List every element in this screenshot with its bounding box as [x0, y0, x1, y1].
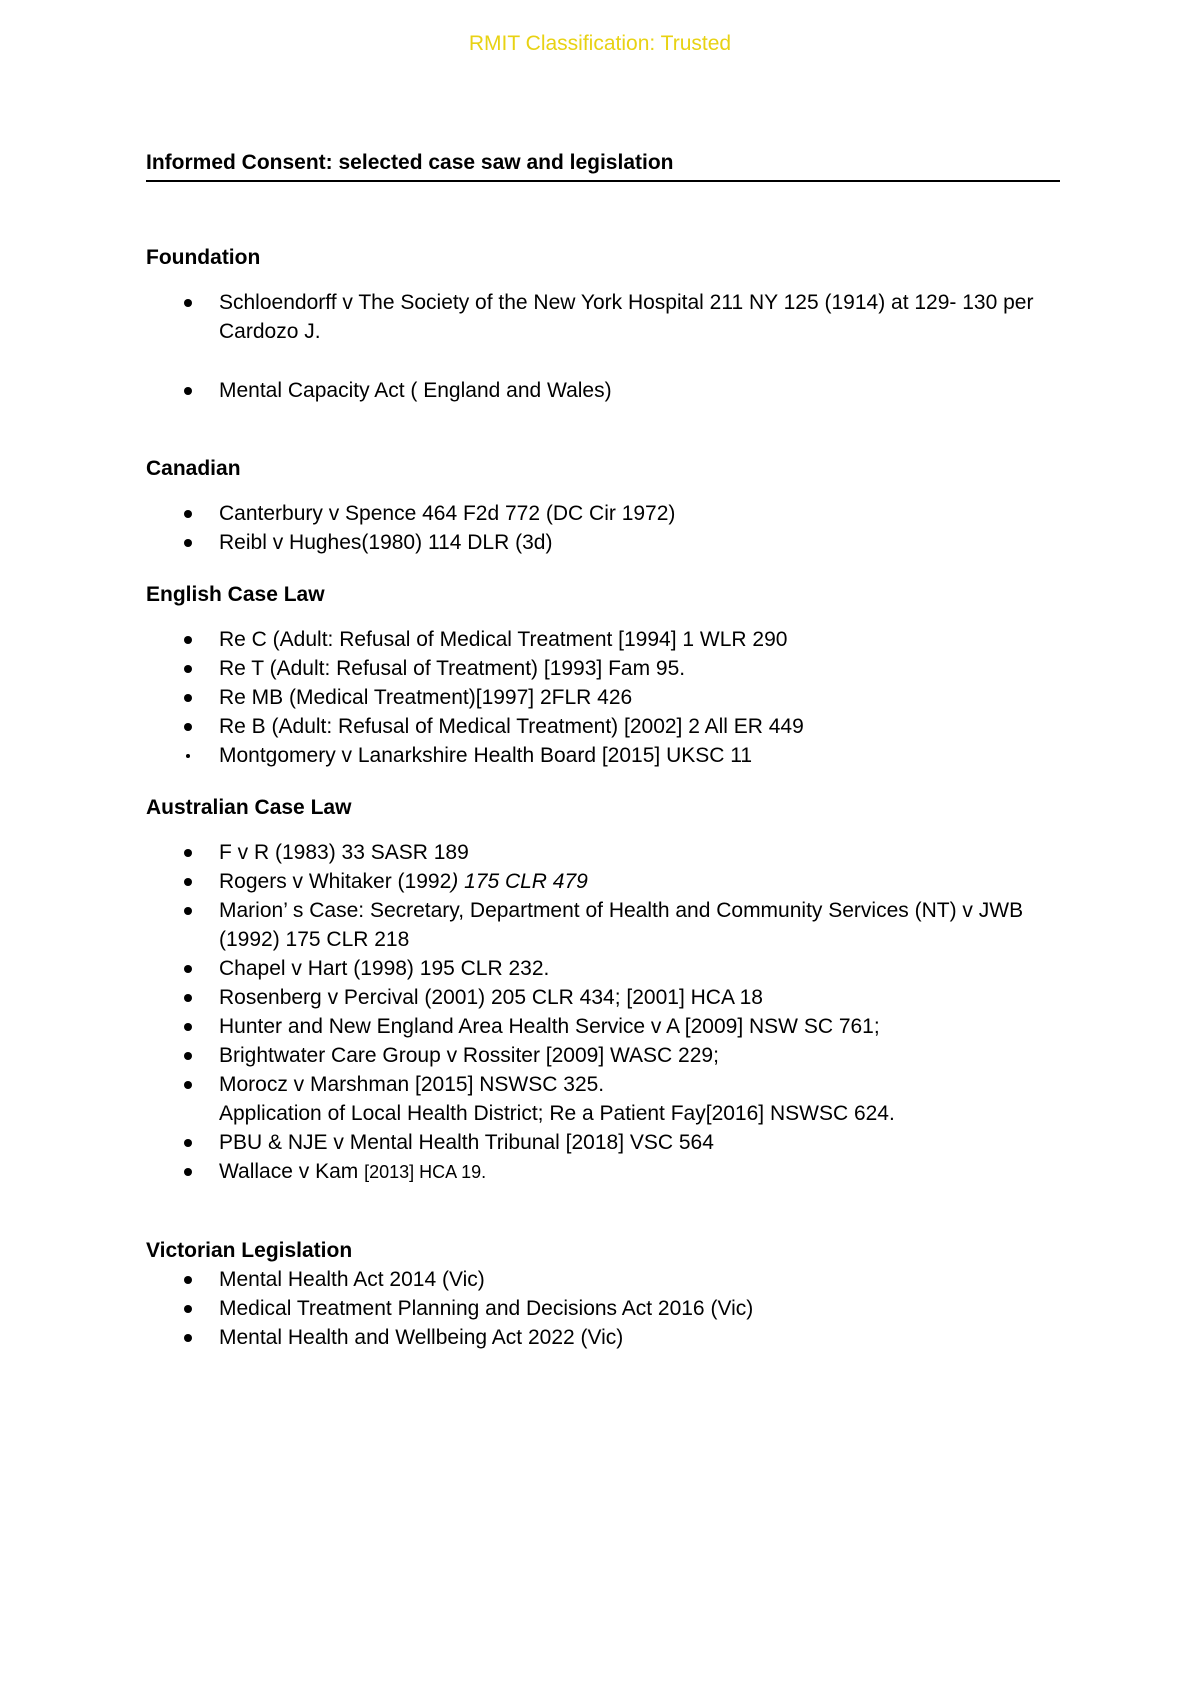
list-item: Re T (Adult: Refusal of Treatment) [1993] Fam 95.	[146, 654, 1060, 683]
section-heading-english: English Case Law	[146, 583, 325, 606]
section-heading-foundation: Foundation	[146, 246, 261, 269]
section-heading-victorian: Victorian Legislation	[146, 1239, 353, 1262]
list-item: Mental Health and Wellbeing Act 2022 (Vic)	[146, 1323, 1060, 1352]
citation-italic: ) 175 CLR 479	[451, 870, 588, 893]
case-name: Wallace v Kam	[219, 1160, 365, 1183]
case-name: Rogers v Whitaker (1992	[219, 870, 452, 893]
list-item: Mental Capacity Act ( England and Wales)	[146, 376, 1060, 405]
list-item: PBU & NJE v Mental Health Tribunal [2018] VSC 564	[146, 1128, 1060, 1157]
list-item: Marion’ s Case: Secretary, Department of Health and Community Services (NT) v JWB (1992) 175 CLR 218	[146, 896, 1060, 954]
list-item: Re C (Adult: Refusal of Medical Treatment [1994] 1 WLR 290	[146, 625, 1060, 654]
list-item: Brightwater Care Group v Rossiter [2009] WASC 229;	[146, 1041, 1060, 1070]
list-item: Canterbury v Spence 464 F2d 772 (DC Cir 1972)	[146, 499, 1060, 528]
english-list	[146, 625, 1060, 770]
australian-list	[146, 838, 1060, 1187]
document-body	[146, 148, 1060, 1352]
victorian-list	[146, 1265, 1060, 1352]
classification-label: RMIT Classification: Trusted	[468, 32, 732, 55]
list-item	[146, 1070, 1060, 1128]
list-item-line: Application of Local Health District; Re a Patient Fay[2016] NSWSC 624.	[219, 1102, 895, 1125]
foundation-list	[146, 288, 1060, 405]
list-item: Rosenberg v Percival (2001) 205 CLR 434; [2001] HCA 18	[146, 983, 1060, 1012]
canadian-list	[146, 499, 1060, 557]
list-item-line: Morocz v Marshman [2015] NSWSC 325.	[219, 1073, 605, 1096]
list-item	[146, 867, 1060, 896]
list-item: Medical Treatment Planning and Decisions Act 2016 (Vic)	[146, 1294, 1060, 1323]
section-heading-canadian: Canadian	[146, 457, 241, 480]
list-item: F v R (1983) 33 SASR 189	[146, 838, 1060, 867]
list-item	[146, 1157, 1060, 1187]
list-item: Montgomery v Lanarkshire Health Board [2015] UKSC 11	[146, 741, 1060, 770]
list-item: Mental Health Act 2014 (Vic)	[146, 1265, 1060, 1294]
section-heading-australian: Australian Case Law	[146, 796, 352, 819]
list-item: Re B (Adult: Refusal of Medical Treatment) [2002] 2 All ER 449	[146, 712, 1060, 741]
list-item: Hunter and New England Area Health Service v A [2009] NSW SC 761;	[146, 1012, 1060, 1041]
document-title: Informed Consent: selected case saw and legislation	[146, 148, 1060, 182]
list-item: Chapel v Hart (1998) 195 CLR 232.	[146, 954, 1060, 983]
list-item: Schloendorff v The Society of the New York Hospital 211 NY 125 (1914) at 129- 130 per Cardozo J.	[146, 288, 1060, 346]
list-item: Reibl v Hughes(1980) 114 DLR (3d)	[146, 528, 1060, 557]
citation-small: [2013] HCA 19.	[364, 1162, 487, 1182]
list-item: Re MB (Medical Treatment)[1997] 2FLR 426	[146, 683, 1060, 712]
